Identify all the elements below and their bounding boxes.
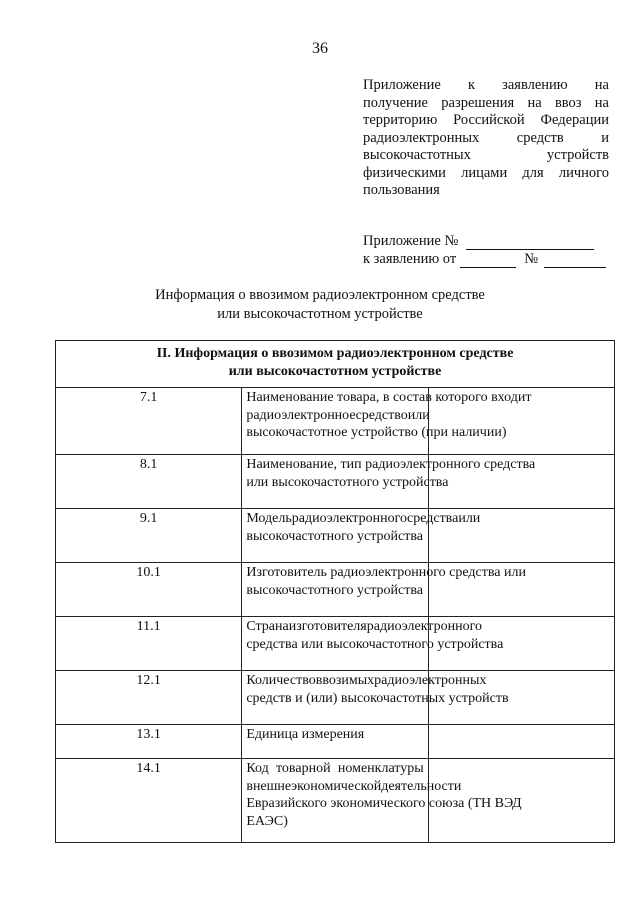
table-row [56,671,615,725]
word: ввозимых [315,673,375,688]
row-label [242,563,526,617]
word: изготовителя [288,619,367,634]
row-label [242,617,504,671]
appendix-note-line [363,130,609,148]
word: Федерации [540,112,609,128]
document-title-line-1: Информация о ввозимом радиоэлектронном средстве [155,287,485,303]
row-label-line [246,510,481,528]
table-row [56,617,615,671]
row-label [242,671,509,725]
application-number-sign: № [524,251,539,267]
word: Приложение [363,77,441,93]
word: номенклатуры [337,761,424,776]
word: для [522,164,544,181]
row-number: 8.1 [56,455,242,509]
attachment-number-blank [466,235,594,250]
word: радиоэлектронных [374,673,487,688]
table-header-row [56,341,615,388]
word: высокочастотных [363,147,471,163]
table-header-line-1: II. Информация о ввозимом радиоэлектронном средстве [156,346,514,361]
row-label-text [242,509,481,551]
word: на [594,77,609,93]
row-label-line [246,778,462,796]
attachment-number-label: Приложение № [363,233,459,249]
document-title [0,286,640,323]
application-number-blank [544,253,606,268]
row-number: 9.1 [56,509,242,563]
word: Количество [246,673,316,688]
row-number: 11.1 [56,617,242,671]
row-label-text [242,759,522,836]
appendix-note-line [363,95,609,113]
word: Страна [246,619,289,634]
row-label-text [242,563,526,605]
row-label [242,725,428,759]
word: товарной [276,761,331,776]
table-row [56,388,615,455]
word: ввоз [554,94,582,111]
word: получение [363,94,428,111]
row-label-text [242,671,509,713]
row-label-line [246,760,423,778]
row-label-text [242,388,532,448]
appendix-note-line [363,165,609,183]
word: Российской [453,112,525,128]
word: физическими [363,164,446,181]
row-label [242,388,532,455]
row-label-line: Изготовитель радиоэлектронного средства или [246,565,526,580]
row-label-text [242,617,504,659]
word: радиоэлектронное [246,407,356,423]
page-number: 36 [312,40,328,57]
row-label-line: средств и (или) высокочастотных устройств [246,690,509,706]
row-label-line: средства или высокочастотного устройства [246,636,504,652]
word: радиоэлектронных [363,129,480,146]
row-label-line: высокочастотного устройства [246,582,423,598]
row-label-line: высокочастотного устройства [246,528,423,544]
row-number: 7.1 [56,388,242,455]
word: внешнеэкономической [246,778,382,794]
row-number: 10.1 [56,563,242,617]
word: Модель [246,511,292,526]
word: лицами [461,164,508,181]
row-label-line: Евразийского экономического союза (ТН ВЭД [246,796,522,811]
row-label-text [242,725,427,750]
table-row [56,759,615,843]
appendix-note [363,77,609,200]
word: и [601,129,609,146]
table-row [56,563,615,617]
word: средство [355,407,408,423]
table-header [56,341,615,388]
info-table [55,340,615,843]
row-label-line: Наименование, тип радиоэлектронного средства [246,457,536,472]
appendix-note-line [363,77,609,95]
word: территорию [363,112,438,128]
word: деятельности [381,778,462,794]
appendix-note-line [363,147,609,165]
word: на [594,94,609,111]
row-label-text [242,455,536,497]
word: Код [246,761,269,776]
word: разрешения [441,94,515,111]
row-label [242,455,536,509]
word: средства [406,511,459,526]
row-label-line: ЕАЭС) [246,813,288,829]
row-label [242,759,522,843]
word: на [527,94,542,111]
row-label-line: или высокочастотного устройства [246,474,449,490]
table-row [56,725,615,759]
row-number: 13.1 [56,725,242,759]
row-label-line: Наименование товара, в состав которого входит [246,390,532,405]
application-date-label: к заявлению от [363,251,457,267]
word: радиоэлектронного [291,511,407,526]
row-number: 12.1 [56,671,242,725]
word: или [407,407,430,423]
table-row [56,455,615,509]
row-value-field[interactable] [428,725,614,759]
word: личного [558,164,609,181]
table-row [56,509,615,563]
row-label-line [246,407,430,425]
application-date-blank [460,253,516,268]
word: устройств [546,147,609,163]
row-label-line [246,618,482,636]
row-label-line: высокочастотное устройство (при наличии) [246,425,507,440]
row-label-line [246,672,487,690]
word: радиоэлектронного [366,619,482,634]
word: к [467,77,475,93]
appendix-note-line: пользования [363,182,440,198]
word: или [458,511,481,526]
row-label-line: Единица измерения [246,727,365,742]
word: заявлению [502,77,568,93]
appendix-note-line [363,112,609,130]
word: средств [516,129,564,146]
attachment-reference [363,232,613,268]
document-title-line-2: или высокочастотном устройстве [217,305,423,322]
table-header-line-2: или высокочастотном устройстве [228,363,442,379]
row-number: 14.1 [56,759,242,843]
row-label [242,509,481,563]
